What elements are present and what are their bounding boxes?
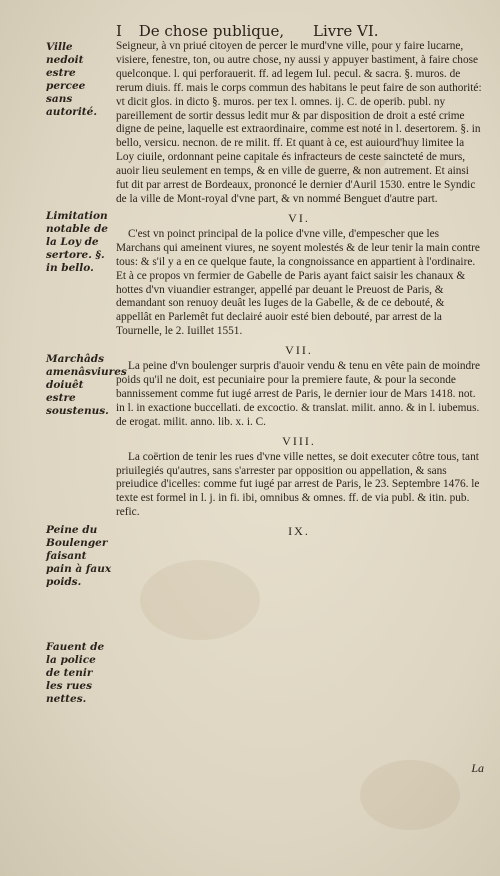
foxing-stain — [140, 560, 260, 640]
paragraph: La coërtion de tenir les rues d'vne ville nettes, se doit executer côtre tous, tant priuilegiés qu'autres, sans s'arrester par opposition ou appellation, & sans preiudice d'icelles: comme fut iugé par arrest de Paris, le 23. Septembre 1476. le texte est formel in l. j. in fi. ibi, omnibus & omnes. ff. de via publ. & itin. pub. refic. — [116, 450, 480, 519]
book-number: Livre VI. — [312, 22, 379, 40]
main-text — [116, 40, 482, 541]
section-heading: IX. — [288, 524, 310, 539]
margin-note: Fauent de la police de tenir les rues nettes. — [46, 641, 105, 705]
page-number: I — [116, 22, 122, 40]
running-head — [116, 22, 480, 40]
running-title: De chose publique, — [138, 22, 285, 40]
paragraph: C'est vn poinct principal de la police d'vne ville, d'empescher que les Marchans qui ameinent viures, ne soyent molestés & de leur tenir la main contre tous: & s'il y a en ce quelque faute, la congnoissance en appartient à l'ordinaire. Et à ce propos vn fermier de Gabelle de Paris ayant faict saisir les chanaux & hottes d'vn viuandier estranger, appellé par deuant le Preuost de Paris, & demandant son renuoy deuât les Iuges de la Gabelle, & de ce debouté, & appellât en Parlemêt fut declairé auoir esté bien debouté, par arrest de la Tournelle, le 2. Iuillet 1551. — [116, 227, 480, 338]
paragraph: La peine d'vn boulenger surpris d'auoir vendu & tenu en vête pain de moindre poids qu'il ne doit, est pecuniaire pour la premiere faute, & pour la seconde bannissement comme fut iugé arrest de Paris, le dernier iour de Mars 1418. not. in l. in exactione buccellati. de excoctio. & translat. milit. anno. & in l. iubemus. de erogat. milit. anno. lib. x. i. C. — [116, 360, 480, 428]
margin-note: Ville nedoit estre percee sans autorité. — [46, 41, 97, 118]
margin-note: Marchâds amenâsviures doiuêt estre soustenus. — [46, 353, 127, 417]
foxing-stain — [360, 760, 460, 830]
paragraph: Seigneur, à vn priué citoyen de percer le murd'vne ville, pour y faire lucarne, visiere, fenestre, ton, ou autre chose, ny aussi y appuyer bastiment, à faire chose quelconque. l. qui perforauerit. ff. ad legem Iul. pecul. & sacra. §. muros. de rerum diuis. ff. mais le corps commun des habitans le peut faire de son authorité: vt dicit glos. in dicto §. muros. per tex l. omnes. ij. C. de operib. publ. ny pareillement de sortir dessus ledit mur & par disposition de droit a esté crime digne de peine, laquelle est extraordinaire, comme est noté in l. desertorem. §. in bello, versicu. necnon. de re milit. ff. Et quant à ce, est auiourd'huy limitee la Loy ciuile, ordonnant peine capitale és infracteurs de ceste saincteté de murs, auoir lieu seulement en temps, & en ville de guerre, & non autrement. Et ainsi fut dit par arrest de Bordeaux, prononcé le dernier d'Auril 1530. entre le Syndic de la ville de Mont-royal d'vne part, & vn nommé Benguet d'autre part. — [116, 40, 482, 205]
section-heading: VII. — [285, 343, 313, 358]
catchword: La — [471, 761, 484, 775]
section-heading: VI. — [288, 210, 310, 225]
margin-note: Limitation notable de la Loy de sertore. §. in bello. — [46, 210, 108, 274]
section-heading: VIII. — [282, 433, 316, 448]
margin-note: Peine du Boulenger faisant pain à faux poids. — [46, 524, 112, 588]
